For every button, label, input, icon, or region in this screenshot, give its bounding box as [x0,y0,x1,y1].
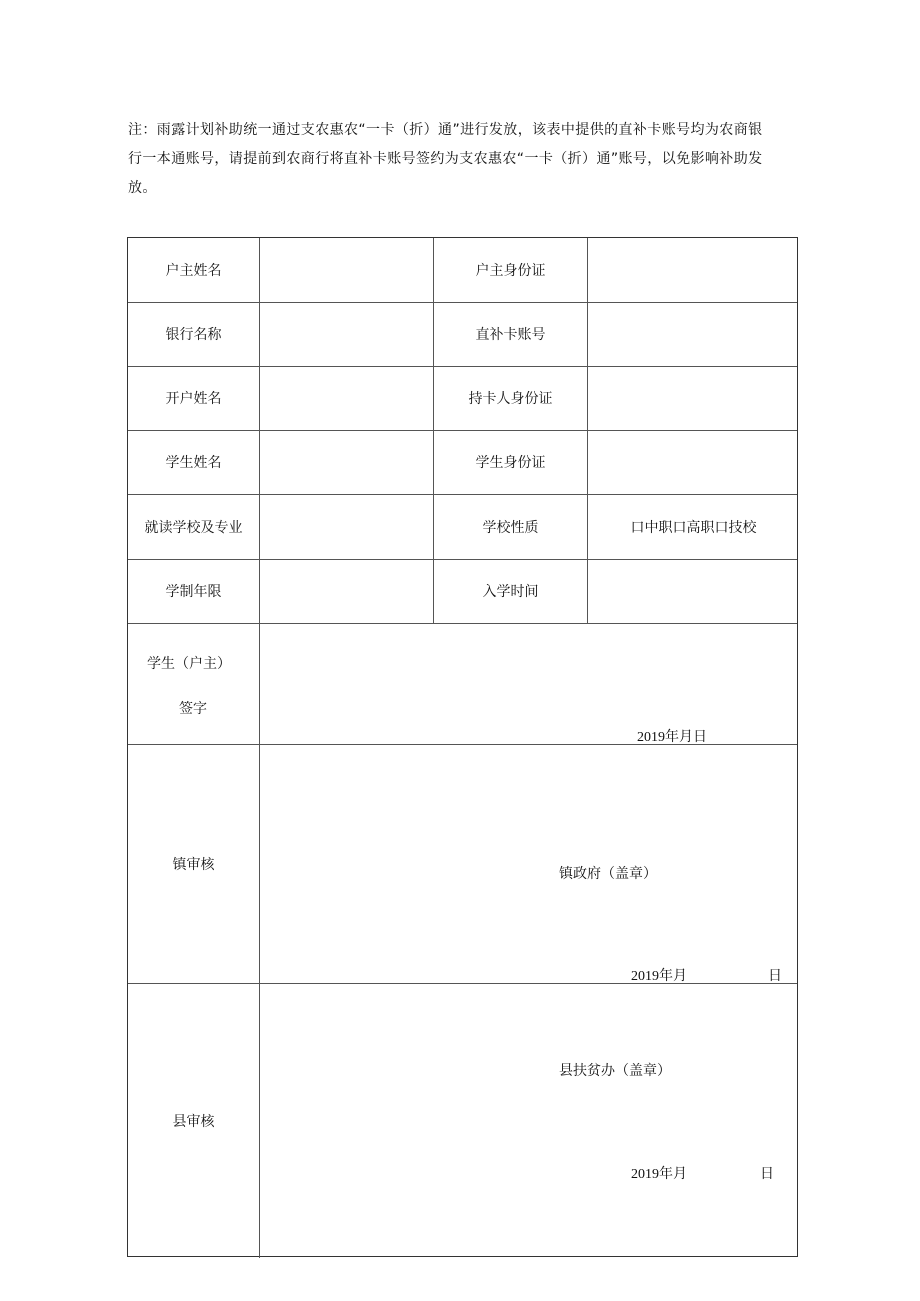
bank-name-field[interactable] [260,302,433,366]
label-county-review: 县审核 [172,1113,215,1130]
note-line-3: 放。 [128,180,157,196]
label-school-type: 学校性质 [482,519,539,536]
household-head-name-field[interactable] [260,238,433,302]
label-enrollment-date: 入学时间 [482,584,539,600]
town-review-day: 日 [768,968,782,984]
household-head-id-field[interactable] [588,238,799,302]
note-line-1: 注：雨露计划补助统一通过支农惠农“一卡（折）通”进行发放，该表中提供的直补卡账号均为农商银 [128,122,763,138]
label-student-id: 学生身份证 [475,455,546,471]
label-town-review: 镇审核 [172,857,215,873]
enrollment-date-field[interactable] [588,559,799,623]
signature-date: 2019年月日 [637,730,707,745]
school-and-major-field[interactable] [260,494,433,559]
student-name-field[interactable] [260,430,433,494]
label-program-length: 学制年限 [165,584,222,600]
application-form-table [127,237,798,1257]
program-length-field[interactable] [260,559,433,623]
label-subsidy-card-account: 直补卡账号 [475,327,546,343]
student-id-field[interactable] [588,430,799,494]
account-holder-name-field[interactable] [260,366,433,430]
county-review-date: 2019年月 [631,1167,687,1182]
label-account-holder-name: 开户姓名 [165,391,222,407]
label-student-name: 学生姓名 [165,455,222,471]
note-paragraph [128,116,808,203]
note-line-2: 行一本通账号，请提前到农商行将直补卡账号签约为支农惠农“一卡（折）通”账号，以免影响补助发 [128,151,763,167]
school-type-options[interactable]: 口中职口高职口技校 [630,519,757,536]
label-household-head-id: 户主身份证 [475,263,546,279]
signature-area[interactable] [260,624,799,744]
cardholder-id-field[interactable] [588,366,799,430]
label-signature-line-1: 学生（户主） [147,656,231,672]
label-cardholder-id: 持卡人身份证 [468,391,553,407]
county-review-day: 日 [760,1166,774,1182]
label-school-and-major: 就读学校及专业 [144,519,243,536]
town-review-area[interactable] [260,745,799,983]
town-government-stamp: 镇政府（盖章） [559,866,657,882]
county-review-area[interactable] [260,984,799,1256]
subsidy-card-account-field[interactable] [588,302,799,366]
label-household-head-name: 户主姓名 [165,263,222,279]
county-poverty-office-stamp: 县扶贫办（盖章） [559,1063,671,1079]
label-signature-line-2: 签字 [179,701,207,717]
label-bank-name: 银行名称 [165,327,222,343]
town-review-date: 2019年月 [631,969,687,984]
